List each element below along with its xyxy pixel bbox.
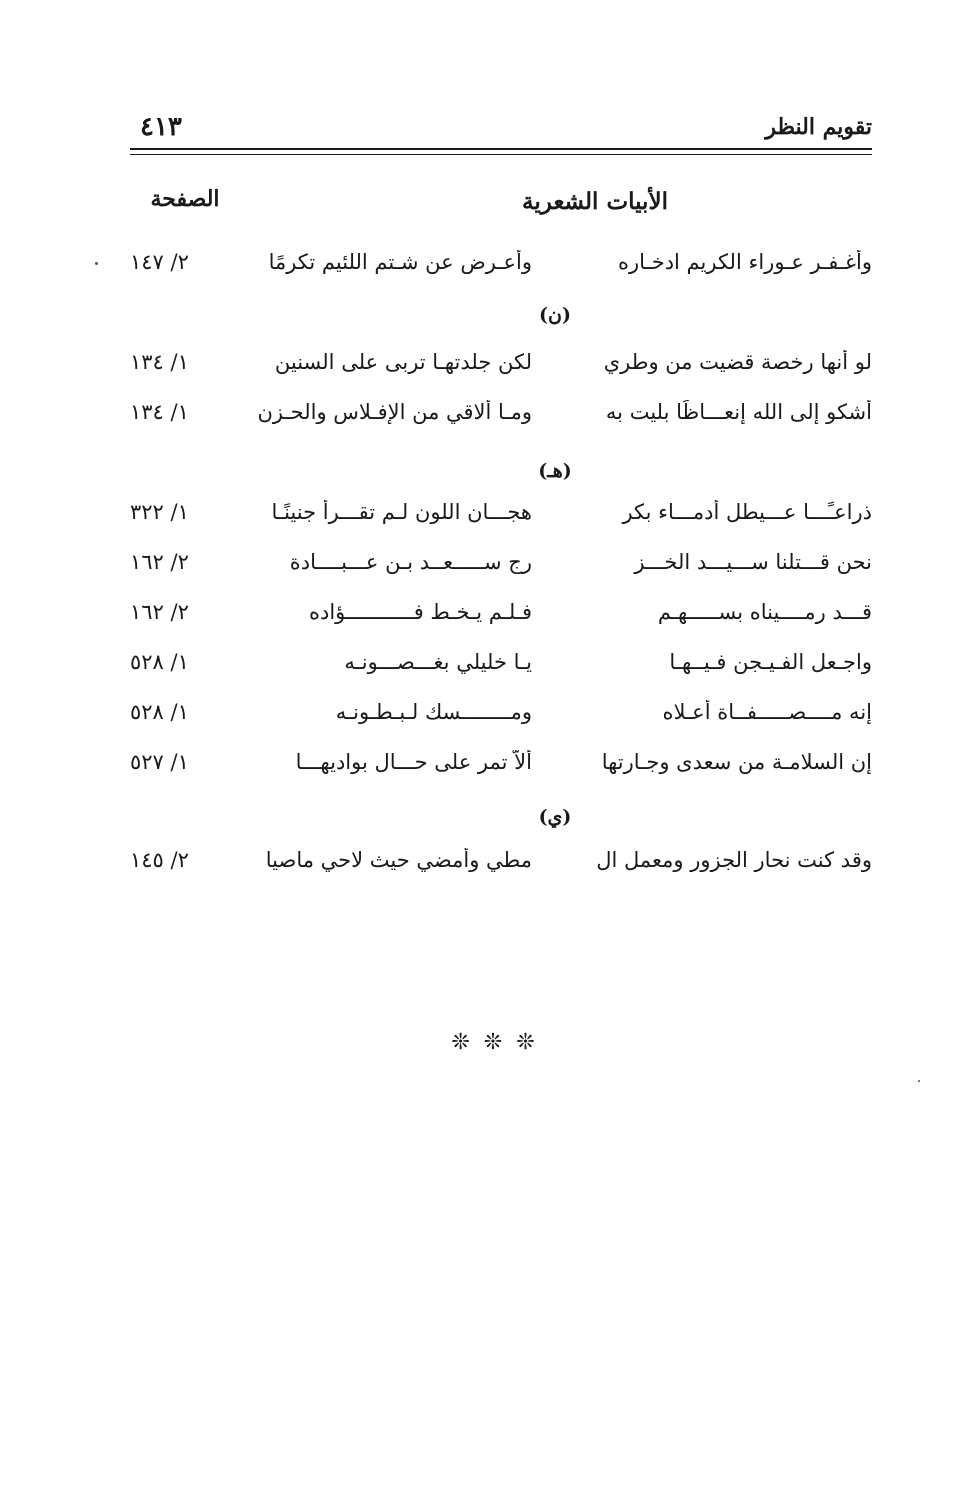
verse-second-hemistich: مطي وأمضي حيث لاحي ماصيا: [265, 848, 532, 872]
verse-second-hemistich: ألاَّ تمر على حـــال بواديهـــا: [295, 750, 532, 774]
page-reference: ١/ ٣٢٢: [130, 500, 189, 524]
page-reference: ٢/ ١٦٢: [130, 550, 189, 574]
verse-first-hemistich: قـــد رمــــيناه بســـــهـم: [657, 600, 872, 624]
header-rule-thin: [130, 154, 872, 155]
section-heading-ya: (ي): [538, 806, 572, 828]
running-header: [130, 108, 872, 148]
page-reference: ١/ ٥٢٧: [130, 750, 189, 774]
page-reference: ٢/ ١٤٥: [130, 848, 189, 872]
scan-speck: [95, 262, 98, 265]
verse-second-hemistich: وأعـرض عن شـتم اللئيم تكرمًا: [268, 250, 532, 274]
page-number: ٤١٣: [140, 112, 182, 142]
verse-first-hemistich: وأغـفـر عـوراء الكريم ادخـاره: [618, 250, 872, 274]
verse-second-hemistich: ومــــــــسك لـبـطـونـه: [335, 700, 532, 724]
verse-row: [130, 250, 872, 286]
section-heading-ha: (هـ): [538, 460, 572, 482]
page-reference: ١/ ٥٢٨: [130, 700, 189, 724]
page-reference: ٢/ ١٦٢: [130, 600, 189, 624]
running-header-title: تقويم النظر: [765, 114, 872, 140]
verse-first-hemistich: واجـعل الفـيـجن فـيــهـا: [669, 650, 872, 674]
verse-second-hemistich: يـا خليلي بغـــصـــونـه: [344, 650, 532, 674]
verse-row: [130, 650, 872, 686]
verse-second-hemistich: هجـــان اللون لـم تقـــرأ جنينًـا: [271, 500, 532, 524]
verse-second-hemistich: رج ســـــعــد بـن عـــبــــادة: [289, 550, 532, 574]
verse-row: [130, 550, 872, 586]
scan-speck: [918, 1080, 920, 1082]
page-reference: ١/ ١٣٤: [130, 350, 189, 374]
column-heading-page: الصفحة: [150, 186, 220, 212]
verse-first-hemistich: وقد كنت نحار الجزور ومعمل ال: [596, 848, 872, 872]
verse-row: [130, 350, 872, 386]
verse-row: [130, 750, 872, 786]
verse-second-hemistich: لكن جلدتهـا تربى على السنين: [274, 350, 532, 374]
section-end-ornament: ❊❊❊: [451, 1030, 549, 1055]
verse-second-hemistich: فـلـم يـخـط فـــــــــــؤاده: [308, 600, 532, 624]
verse-first-hemistich: لو أنها رخصة قضيت من وطري: [603, 350, 872, 374]
verse-row: [130, 400, 872, 436]
section-heading-nun: (ن): [539, 304, 571, 326]
header-rule: [130, 148, 872, 150]
verse-first-hemistich: إن السلامـة من سعدى وجـارتها: [601, 750, 872, 774]
page-reference: ١/ ١٣٤: [130, 400, 189, 424]
verse-first-hemistich: نحن قـــتلنا ســـيـــد الخـــز: [634, 550, 872, 574]
verse-first-hemistich: أشكو إلى الله إنعـــاظًا بليت به: [605, 400, 872, 424]
verse-row: [130, 500, 872, 536]
page-reference: ٢/ ١٤٧: [130, 250, 189, 274]
verse-row: [130, 700, 872, 736]
verse-row: [130, 848, 872, 884]
verse-first-hemistich: إنه مــــصـــــفــاة أعـلاه: [662, 700, 872, 724]
verse-second-hemistich: ومـا ألاقي من الإفـلاس والحـزن: [257, 400, 532, 424]
verse-first-hemistich: ذراعـًـــا عـــيطل أدمـــاء بكر: [622, 500, 872, 524]
verse-row: [130, 600, 872, 636]
page-reference: ١/ ٥٢٨: [130, 650, 189, 674]
column-heading-verses: الأبيات الشعرية: [522, 188, 668, 215]
